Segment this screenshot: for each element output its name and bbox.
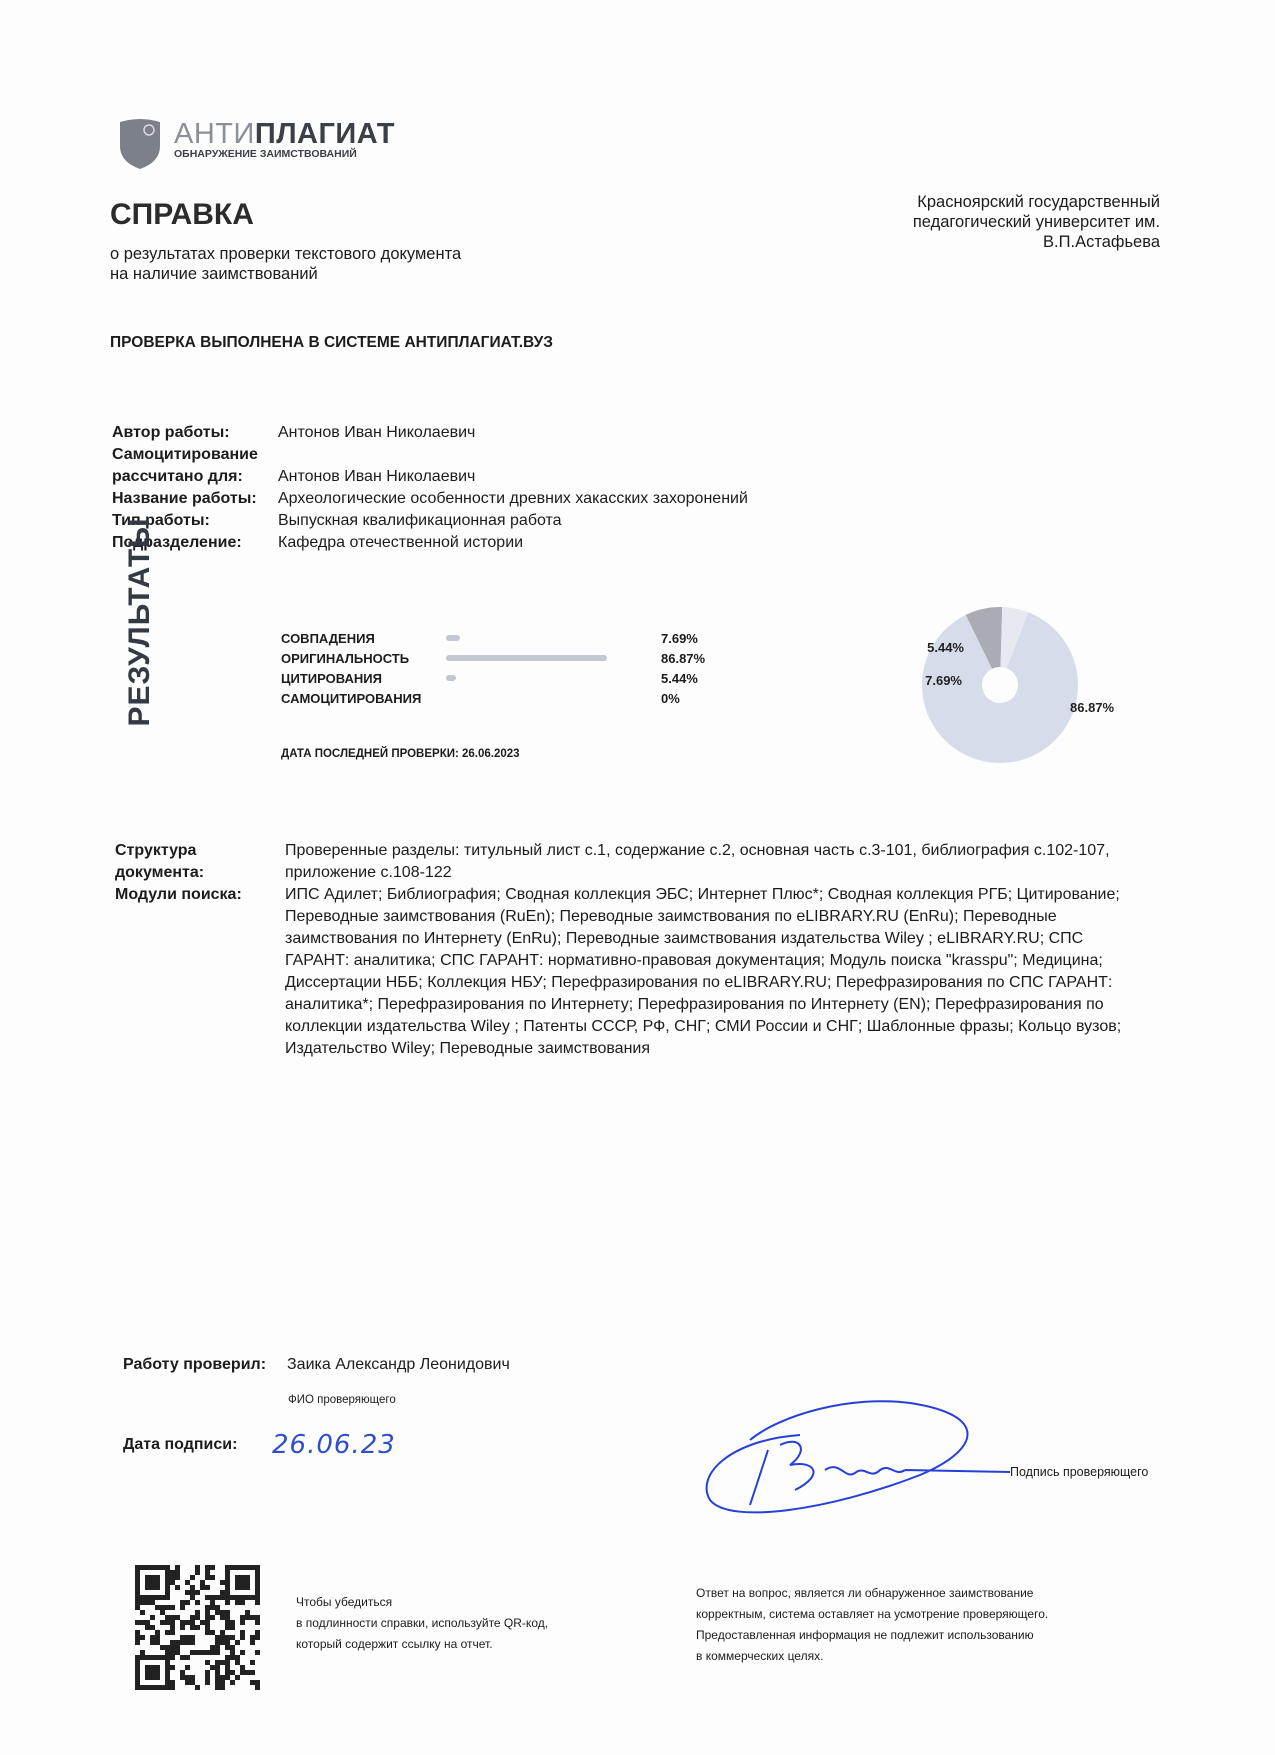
result-row (281, 688, 680, 708)
modules-label: Модули поиска: (115, 886, 242, 903)
structure-label (115, 840, 285, 884)
donut-label: 86.87% (1070, 700, 1115, 715)
selfcite-label: Самоцитирование (112, 446, 258, 463)
result-value: 5.44% (661, 670, 698, 686)
logo-dark: ПЛАГИАТ (254, 118, 395, 150)
author-label: Автор работы: (112, 424, 230, 441)
structure-label-line: Структура (115, 842, 197, 859)
signature (690, 1395, 1020, 1525)
result-value: 86.87% (661, 650, 706, 666)
organization (780, 192, 1160, 252)
result-bar (446, 655, 607, 661)
page-subtitle (110, 244, 570, 284)
logo-light: АНТИ (174, 118, 255, 150)
result-value: 0% (661, 690, 680, 706)
signature-caption: Подпись проверяющего (1010, 1465, 1149, 1479)
checker-label: Работу проверил: (123, 1356, 267, 1373)
page-title: СПРАВКА (110, 198, 254, 231)
antiplagiat-shield-logo-icon (118, 118, 162, 170)
donut-label: 5.44% (927, 640, 964, 655)
checker (123, 1356, 510, 1374)
result-bar (446, 635, 460, 641)
checker-name: Заика Александр Леонидович (287, 1356, 510, 1373)
qr-line: в подлинности справки, используйте QR-код, (296, 1616, 549, 1630)
structure-text: Проверенные разделы: титульный лист с.1, содержание с.2, основная часть с.3-101, библиография с.102-107, приложение с.108-122 (285, 842, 1110, 881)
note-line: Предоставленная информация не подлежит использованию (696, 1628, 1034, 1642)
note-line: Ответ на вопрос, является ли обнаруженное заимствование (696, 1586, 1034, 1600)
result-row (281, 628, 698, 648)
result-bar (446, 675, 456, 681)
result-label: ОРИГИНАЛЬНОСТЬ (281, 650, 410, 666)
department-value: Кафедра отечественной истории (278, 534, 524, 551)
results-donut-chart (900, 600, 1115, 740)
document-structure (115, 840, 1155, 1060)
modules-text: ИПС Адилет; Библиография; Сводная коллекция ЭБС; Интернет Плюс*; Сводная коллекция РГБ; Цитирование; Переводные заимствования (RuEn); Переводные заимствования по eLIBRARY.RU (EnRu); Переводные заимствования по Интернету (EnRu); Переводные заимствования издательства Wiley ; eLIBRARY.RU; СПС ГАРАНТ: аналитика; СПС ГАРАНТ: нормативно-правовая документация; Модуль поиска "krasspu"; Медицина; Диссертации НББ; Коллекция НБУ; Перефразирования по eLIBRARY.RU; Перефразирования по СПС ГАРАНТ: аналитика*; Перефразирования по Интернету; Перефразирования по Интернету (EN); Перефразирования по коллекции издательства Wiley ; Патенты СССР, РФ, СНГ; СМИ России и СНГ; Шаблонные фразы; Кольцо вузов; Издательство Wiley; Переводные заимствования (285, 886, 1122, 1057)
sign-date-label: Дата подписи: (123, 1436, 238, 1453)
result-label: САМОЦИТИРОВАНИЯ (281, 690, 422, 706)
result-label: ЦИТИРОВАНИЯ (281, 670, 382, 686)
result-value: 7.69% (661, 630, 698, 646)
system-heading: ПРОВЕРКА ВЫПОЛНЕНА В СИСТЕМЕ АНТИПЛАГИАТ.ВУЗ (110, 334, 553, 351)
org-line: педагогический университет им. (912, 213, 1160, 231)
results-table (281, 628, 706, 708)
result-label: СОВПАДЕНИЯ (281, 630, 375, 646)
qr-line: который содержит ссылку на отчет. (296, 1637, 493, 1651)
author-value: Антонов Иван Николаевич (278, 424, 476, 441)
work-metadata (112, 422, 748, 554)
org-line: В.П.Астафьева (1043, 233, 1160, 251)
logo-wordmark (174, 118, 395, 151)
subtitle-line: о результатах проверки текстового документа (110, 245, 462, 263)
selfcite-value: Антонов Иван Николаевич (278, 468, 476, 485)
work-type-value: Выпускная квалификационная работа (278, 512, 562, 529)
work-type-label: Тип работы: (112, 512, 210, 529)
note-line: в коммерческих целях. (696, 1649, 824, 1663)
qr-code[interactable] (135, 1565, 260, 1690)
fio-caption: ФИО проверяющего (288, 1394, 396, 1406)
sign-date-handwritten: 26.06.23 (272, 1430, 396, 1460)
work-name-value: Археологические особенности древних хакасских захоронений (278, 490, 748, 507)
disclaimer (696, 1583, 1048, 1667)
result-row (281, 668, 698, 688)
logo-tagline: ОБНАРУЖЕНИЕ ЗАИМСТВОВАНИЙ (174, 148, 357, 160)
department-label: Подразделение: (112, 534, 242, 551)
last-check-date: ДАТА ПОСЛЕДНЕЙ ПРОВЕРКИ: 26.06.2023 (281, 748, 520, 760)
work-name-label: Название работы: (112, 490, 257, 507)
qr-instructions (296, 1592, 548, 1655)
note-line: корректным, система оставляет на усмотрение проверяющего. (696, 1607, 1049, 1621)
org-line: Красноярский государственный (917, 193, 1160, 211)
qr-line: Чтобы убедиться (296, 1595, 393, 1609)
result-row (281, 648, 706, 668)
subtitle-line: на наличие заимствований (110, 265, 318, 283)
selfcite-label: рассчитано для: (112, 468, 243, 485)
donut-label: 7.69% (925, 673, 962, 688)
results-heading: РЕЗУЛЬТАТЫ (123, 517, 156, 727)
structure-label-line: документа: (115, 864, 205, 881)
